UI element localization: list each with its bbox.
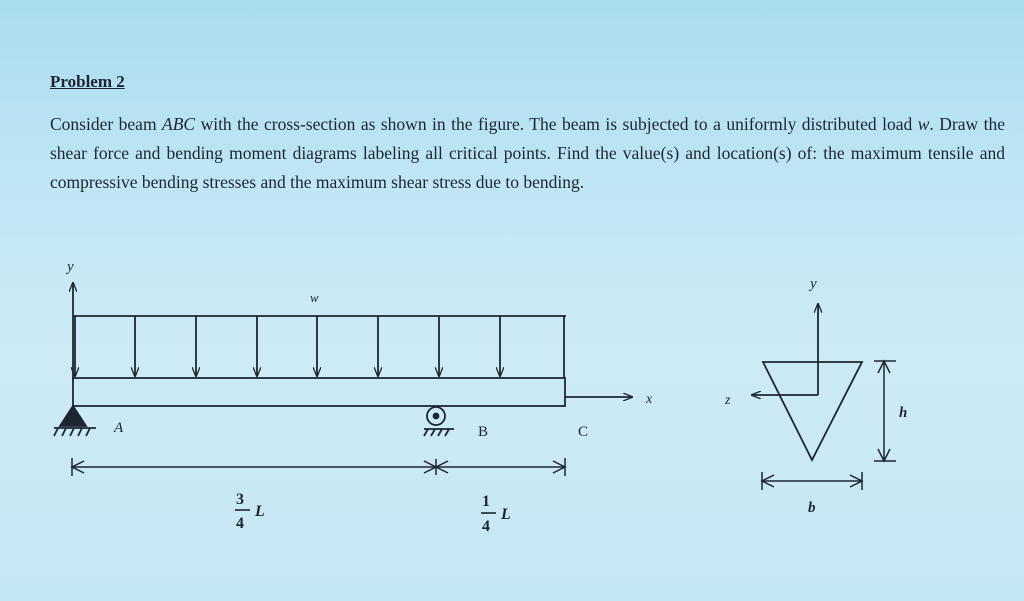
load-symbol: w [917,114,930,134]
span-bc-numerator: 1 [482,493,490,510]
beam-body [73,378,565,406]
load-label: w [310,290,319,305]
roller-support-b [424,407,454,436]
statement-part-3: . Draw the shear force and bending moment diagrams labeling all critical points. Find the value(s) and location(s) of: the maximum tensile and compressive bending stresses and the maximum shear stress due to bending. [50,114,1005,192]
base-label: b [808,500,816,516]
section-z-label: z [725,393,731,408]
pin-support-a [54,406,96,436]
beam-y-label: y [67,259,74,275]
span-ab-denominator: 4 [236,515,244,532]
span-ab-symbol: L [255,503,265,520]
statement-part-2: with the cross-section as shown in the figure. The beam is subjected to a uniformly distributed load [195,114,918,134]
beam-diagram [54,283,632,513]
support-a-label: A [114,420,124,436]
height-label: h [899,405,908,421]
beam-name: ABC [162,114,196,134]
problem-title: Problem 2 [50,72,125,91]
end-c-label: C [578,424,589,440]
span-bc-denominator: 4 [482,518,490,535]
section-y-label: y [810,276,817,292]
span-bc-symbol: L [501,506,511,523]
span-ab-numerator: 3 [236,491,244,508]
statement-part-1: Consider beam [50,114,163,134]
beam-x-label: x [646,392,653,407]
support-b-label: B [478,424,489,440]
triangular-cross-section [763,362,862,460]
cross-section-diagram [752,304,896,490]
distributed-load-arrows [75,316,564,378]
height-dimension [874,361,896,461]
base-dimension [762,472,862,490]
span-dimension-line [72,458,565,476]
